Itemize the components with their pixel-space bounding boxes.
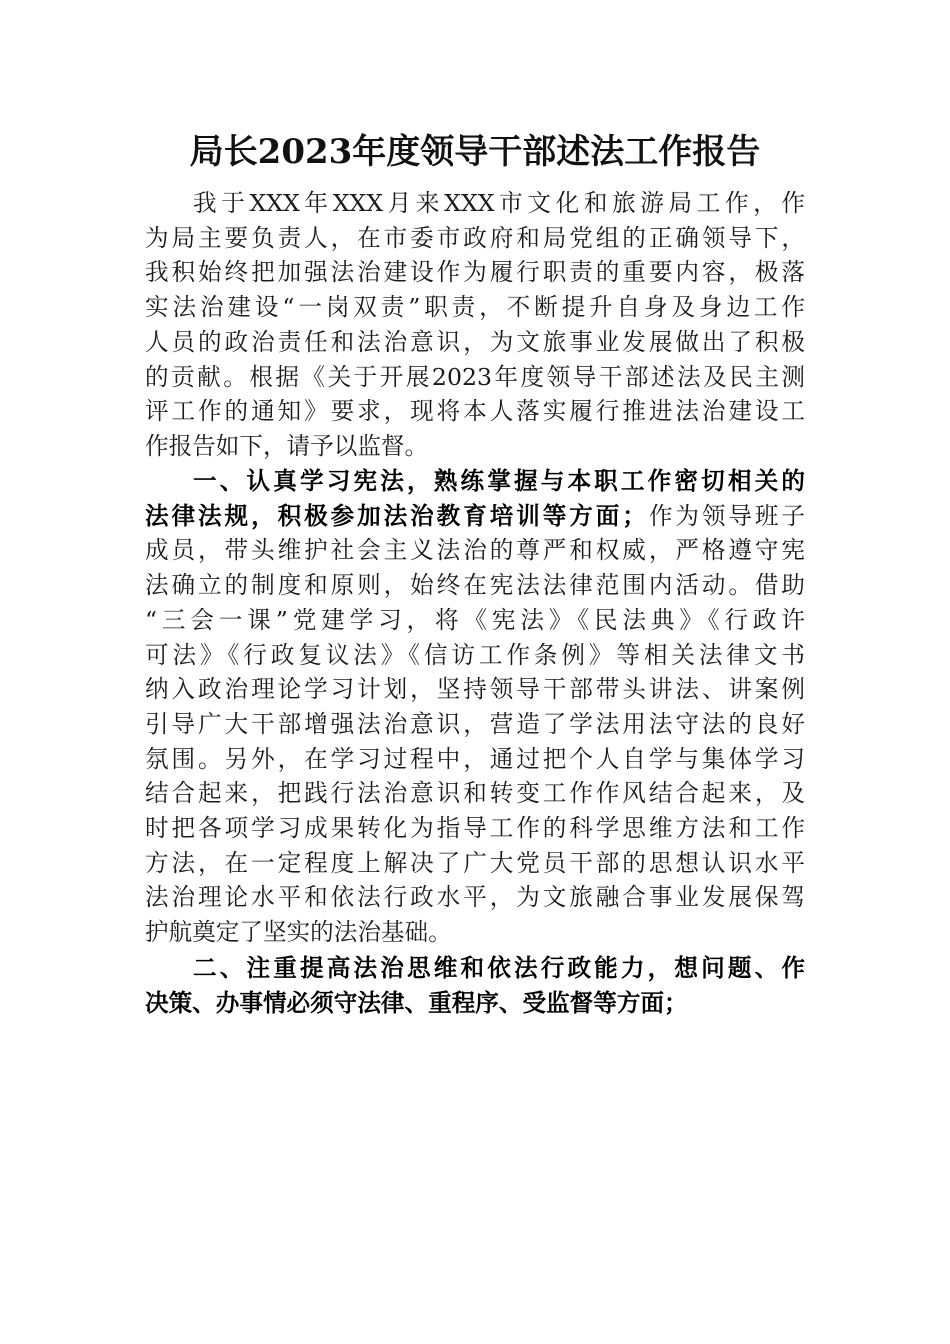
- paragraph-line: 我于XXX年XXX月来XXX市文化和旅游局工作，作: [193, 189, 805, 217]
- section-heading-line: 二、注重提高法治思维和依法行政能力，想问题、作: [193, 954, 805, 982]
- section-heading-line: 法律法规，积极参加法治教育培训等方面；: [145, 501, 646, 530]
- paragraph-line: 人员的政治责任和法治意识，为文旅事业发展做出了积极: [145, 327, 805, 356]
- paragraph-line: 护航奠定了坚实的法治基础。: [145, 918, 452, 947]
- paragraph-line: 我积始终把加强法治建设作为履行职责的重要内容，极落: [145, 258, 805, 287]
- paragraph-line: 法确立的制度和原则，始终在宪法法律范围内活动。借助: [145, 571, 805, 600]
- paragraph-line: “三会一课”党建学习，将《宪法》《民法典》《行政许: [145, 605, 805, 634]
- paragraph-line: 评工作的通知》要求，现将本人落实履行推进法治建设工: [145, 397, 805, 426]
- paragraph-line: 法治理论水平和依法行政水平，为文旅融合事业发展保驾: [145, 883, 805, 912]
- paragraph-intro: [145, 186, 805, 464]
- paragraph-line: 引导广大干部增强法治意识，营造了学法用法守法的良好: [145, 709, 805, 738]
- paragraph-line: 成员，带头维护社会主义法治的尊严和权威，严格遵守宪: [145, 536, 805, 565]
- paragraph-section-two: [145, 951, 805, 1020]
- paragraph-line: 时把各项学习成果转化为指导工作的科学思维方法和工作: [145, 814, 805, 843]
- paragraph-line: 可法》《行政复议法》《信访工作条例》等相关法律文书: [145, 640, 805, 669]
- section-heading-line: 决策、办事情必须守法律、重程序、受监督等方面；: [145, 988, 688, 1017]
- paragraph-line: 方法，在一定程度上解决了广大党员干部的思想认识水平: [145, 848, 805, 877]
- paragraph-line: 为局主要负责人，在市委市政府和局党组的正确领导下，: [145, 223, 805, 252]
- paragraph-line: 氛围。另外，在学习过程中，通过把个人自学与集体学习: [145, 744, 805, 773]
- paragraph-line-fragment: 作为领导班子: [645, 501, 806, 530]
- paragraph-line: 作报告如下，请予以监督。: [145, 431, 429, 460]
- paragraph-section-one: [145, 464, 805, 950]
- document-title: 局长2023年度领导干部述法工作报告: [189, 132, 761, 172]
- paragraph-line: 结合起来，把践行法治意识和转变工作作风结合起来，及: [145, 779, 805, 808]
- section-heading-line: 一、认真学习宪法，熟练掌握与本职工作密切相关的: [193, 467, 805, 495]
- section-heading-mixed-line: [145, 499, 805, 534]
- paragraph-line: 实法治建设“一岗双责”职责，不断提升自身及身边工作: [145, 293, 805, 322]
- paragraph-line: 纳入政治理论学习计划，坚持领导干部带头讲法、讲案例: [145, 675, 805, 704]
- paragraph-line: 的贡献。根据《关于开展2023年度领导干部述法及民主测: [145, 362, 805, 391]
